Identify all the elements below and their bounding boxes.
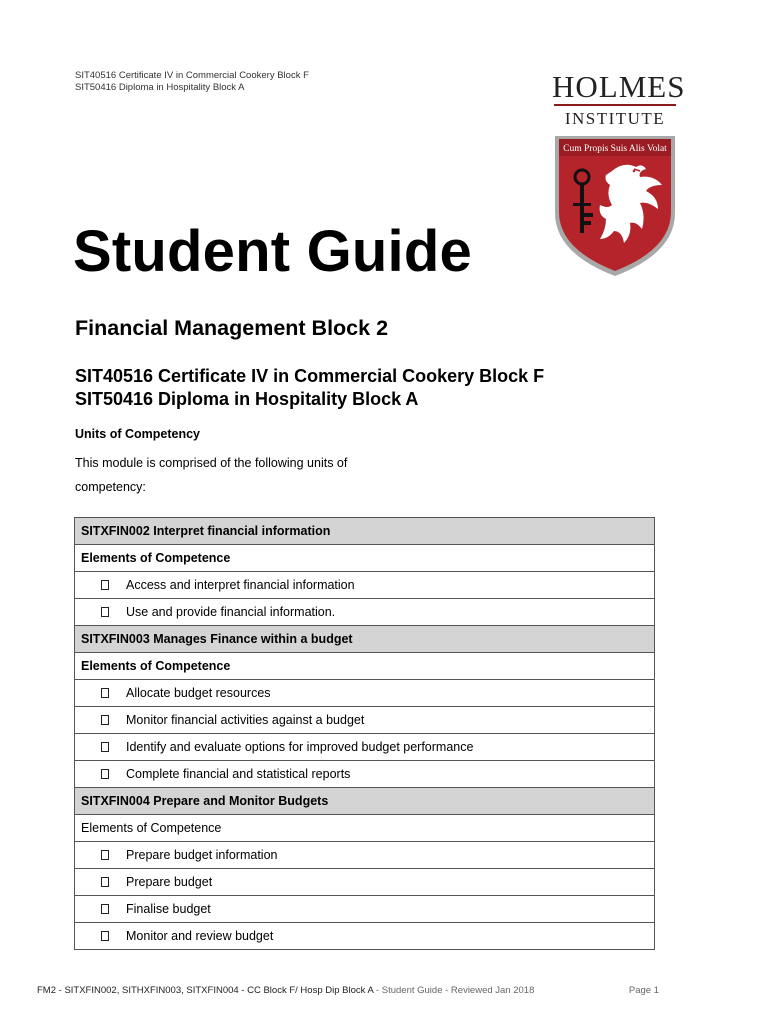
page-subtitle: Financial Management Block 2 bbox=[75, 316, 389, 340]
bullet-icon bbox=[101, 580, 109, 590]
element-item: Use and provide financial information. bbox=[75, 599, 655, 626]
bullet-icon bbox=[101, 877, 109, 887]
elements-label: Elements of Competence bbox=[75, 815, 655, 842]
bullet-icon bbox=[101, 715, 109, 725]
element-item: Monitor and review budget bbox=[75, 923, 655, 950]
page-title: Student Guide bbox=[73, 219, 472, 284]
bullet-icon bbox=[101, 769, 109, 779]
element-item: Prepare budget bbox=[75, 869, 655, 896]
logo-motto: Cum Propis Suis Alis Volat bbox=[563, 144, 667, 154]
bullet-icon bbox=[101, 688, 109, 698]
logo-divider bbox=[554, 104, 676, 106]
course-titles bbox=[75, 365, 544, 411]
bullet-icon bbox=[101, 607, 109, 617]
bullet-icon bbox=[101, 742, 109, 752]
course-line-1: SIT40516 Certificate IV in Commercial Cookery Block F bbox=[75, 366, 545, 386]
element-item: Prepare budget information bbox=[75, 842, 655, 869]
unit-name: SITXFIN002 Interpret financial information bbox=[75, 518, 655, 545]
bullet-icon bbox=[101, 850, 109, 860]
document-header bbox=[75, 70, 309, 94]
bullet-icon bbox=[101, 904, 109, 914]
bullet-icon bbox=[101, 931, 109, 941]
course-line-2: SIT50416 Diploma in Hospitality Block A bbox=[75, 389, 419, 409]
footer-description: - Student Guide - Reviewed Jan 2018 bbox=[373, 985, 535, 996]
units-heading: Units of Competency bbox=[75, 427, 201, 441]
elements-label: Elements of Competence bbox=[75, 653, 655, 680]
element-item: Complete financial and statistical reports bbox=[75, 761, 655, 788]
header-line-1: SIT40516 Certificate IV in Commercial Cookery Block F bbox=[75, 70, 309, 81]
footer-course-code: FM2 - SITXFIN002, SITHXFIN003, SITXFIN004 - CC Block F/ Hosp Dip Block A bbox=[37, 985, 374, 996]
unit-name: SITXFIN003 Manages Finance within a budget bbox=[75, 626, 655, 653]
element-item: Monitor financial activities against a budget bbox=[75, 707, 655, 734]
logo-subtitle: INSTITUTE bbox=[564, 109, 666, 128]
element-item: Access and interpret financial information bbox=[75, 572, 655, 599]
header-line-2: SIT50416 Diploma in Hospitality Block A bbox=[75, 82, 245, 93]
unit-name: SITXFIN004 Prepare and Monitor Budgets bbox=[75, 788, 655, 815]
units-table bbox=[74, 517, 655, 950]
element-item: Finalise budget bbox=[75, 896, 655, 923]
element-item: Allocate budget resources bbox=[75, 680, 655, 707]
page-footer bbox=[37, 985, 659, 996]
griffin-crest-icon bbox=[554, 135, 676, 277]
intro-text: This module is comprised of the following units of competency: bbox=[75, 456, 348, 494]
holmes-logo bbox=[552, 69, 686, 277]
logo-wordmark: HOLMES bbox=[552, 69, 686, 104]
element-item: Identify and evaluate options for improved budget performance bbox=[75, 734, 655, 761]
page-number: Page 1 bbox=[628, 985, 659, 996]
elements-label: Elements of Competence bbox=[75, 545, 655, 572]
